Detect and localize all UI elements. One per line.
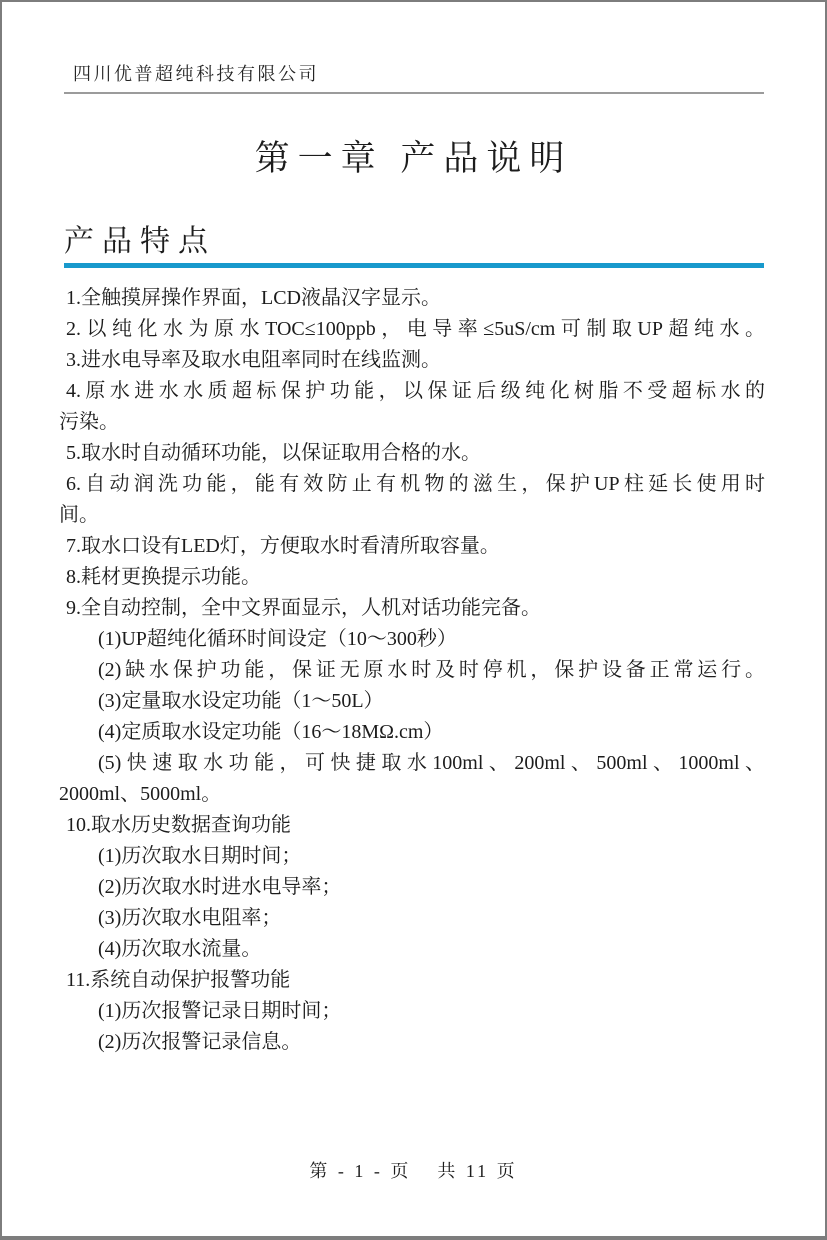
feature-line: 5.取水时自动循环功能，以保证取用合格的水。 — [66, 442, 481, 464]
feature-line: 1.全触摸屏操作界面，LCD液晶汉字显示。 — [66, 287, 441, 309]
feature-line: 6.自动润洗功能，能有效防止有机物的滋生，保护UP柱延长使用时 — [66, 473, 765, 495]
header-company-name: 四川优普超纯科技有限公司 — [73, 64, 319, 84]
section-heading: 产品特点 — [64, 225, 216, 258]
feature-line: (5)快速取水功能，可快捷取水100ml、200ml、500ml、1000ml、 — [98, 752, 765, 774]
feature-line: 11.系统自动保护报警功能 — [66, 969, 291, 991]
section-accent-rule — [64, 263, 764, 268]
feature-line: (1)历次取水日期时间； — [98, 845, 302, 867]
feature-line: (2)历次取水时进水电导率； — [98, 876, 342, 898]
footer-total-pages: 共 11 页 — [437, 1161, 518, 1181]
feature-line: 间。 — [59, 504, 99, 526]
feature-line: (2)历次报警记录信息。 — [98, 1031, 302, 1053]
page-footer — [2, 1157, 825, 1183]
feature-line: (1)历次报警记录日期时间； — [98, 1000, 342, 1022]
feature-line: 2.以纯化水为原水TOC≤100ppb，电导率≤5uS/cm可制取UP超纯水。 — [66, 318, 765, 340]
header-divider-rule — [64, 92, 764, 94]
feature-line: (2)缺水保护功能，保证无原水时及时停机，保护设备正常运行。 — [98, 659, 765, 681]
footer-page-number: 第 - 1 - 页 — [309, 1161, 412, 1181]
feature-line: 10.取水历史数据查询功能 — [66, 814, 291, 836]
feature-line: (1)UP超纯化循环时间设定（10～300秒） — [98, 628, 457, 650]
feature-line: (4)历次取水流量。 — [98, 938, 262, 960]
feature-line: (3)定量取水设定功能（1～50L） — [98, 690, 384, 712]
feature-line: (3)历次取水电阻率； — [98, 907, 282, 929]
feature-line: 2000ml、5000ml。 — [59, 783, 222, 805]
feature-list — [59, 283, 765, 1058]
feature-line: 3.进水电导率及取水电阻率同时在线监测。 — [66, 349, 441, 371]
feature-line: (4)定质取水设定功能（16～18MΩ.cm） — [98, 721, 444, 743]
feature-line: 7.取水口设有LED灯，方便取水时看清所取容量。 — [66, 535, 500, 557]
chapter-title: 第一章 产品说明 — [254, 139, 573, 178]
feature-line: 4.原水进水水质超标保护功能，以保证后级纯化树脂不受超标水的 — [66, 380, 765, 402]
feature-line: 9.全自动控制，全中文界面显示，人机对话功能完备。 — [66, 597, 541, 619]
feature-line: 污染。 — [59, 411, 119, 433]
feature-line: 8.耗材更换提示功能。 — [66, 566, 261, 588]
